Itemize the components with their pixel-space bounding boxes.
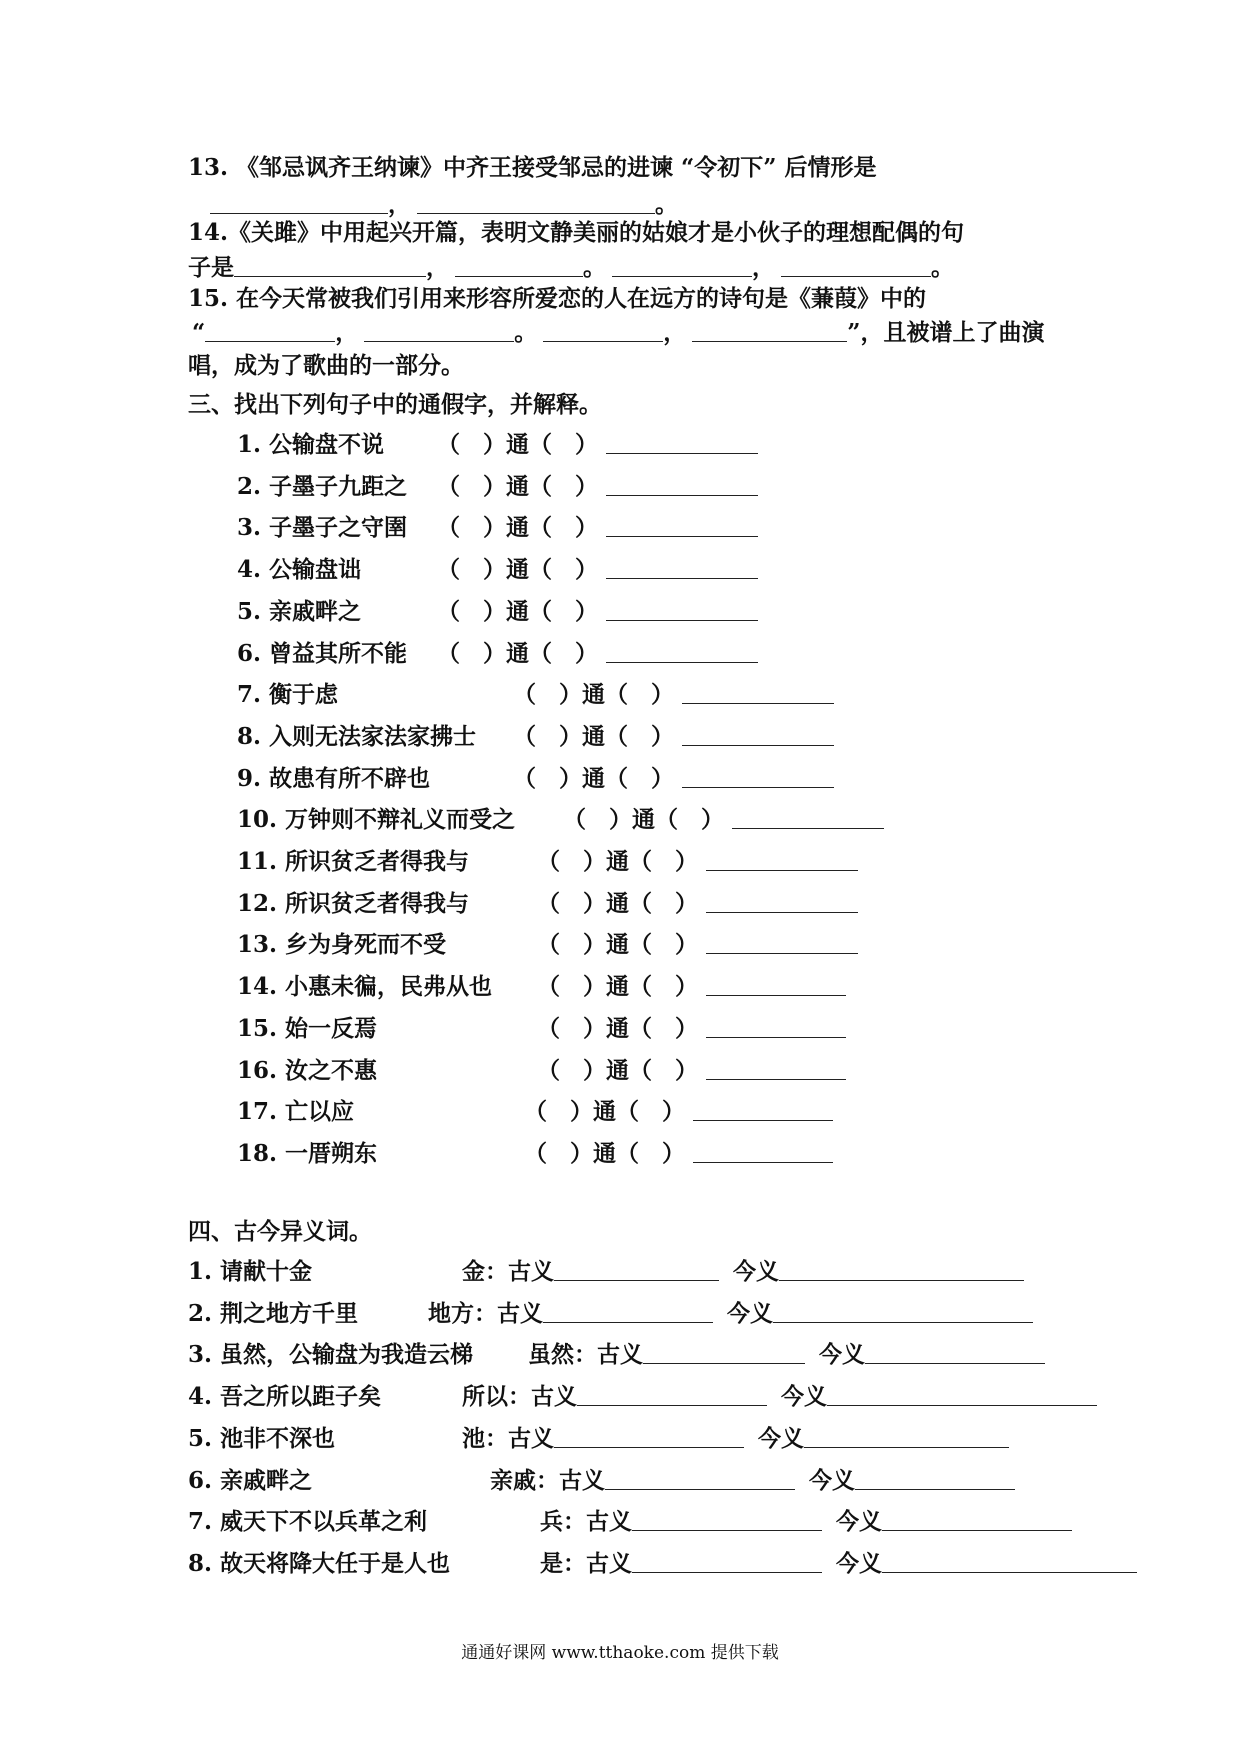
item-number: 5. — [188, 1424, 221, 1452]
target-word: 所以： — [462, 1383, 531, 1411]
item-sentence: 故患有所不辟也 — [269, 764, 431, 792]
jin-label: 今义 — [809, 1466, 855, 1494]
tong-label: 通 — [593, 1098, 616, 1126]
question-14-text: 14.《关雎》中用起兴开篇，表明文静美丽的姑娘才是小伙子的理想配偶的句 — [188, 219, 965, 246]
ancient-meaning-blank[interactable] — [577, 1383, 767, 1406]
item-number: 2. — [237, 472, 270, 500]
original-char-paren[interactable]: （ ） — [537, 848, 606, 875]
explanation-blank[interactable] — [606, 473, 758, 496]
question-13-text: 13. 《邹忌讽齐王纳谏》中齐王接受邹忌的进谏 “令初下” 后情形是 — [188, 154, 877, 181]
explanation-blank[interactable] — [606, 556, 758, 579]
question-13 — [188, 153, 877, 183]
question-14 — [188, 218, 964, 248]
item-number: 5. — [237, 597, 270, 625]
item-number: 14. — [237, 973, 286, 1001]
item-number: 17. — [237, 1098, 286, 1126]
gujin-answer-group — [462, 1424, 1009, 1454]
target-word: 兵： — [540, 1508, 586, 1536]
target-char-paren[interactable]: （ ） — [605, 764, 674, 792]
original-char-paren[interactable]: （ ） — [513, 722, 582, 750]
item-number: 18. — [237, 1139, 286, 1167]
target-char-paren[interactable]: （ ） — [529, 597, 598, 625]
original-char-paren[interactable]: （ ） — [537, 973, 606, 1001]
target-char-paren[interactable]: （ ） — [629, 889, 698, 917]
tongjia-answer-group — [437, 472, 758, 502]
gujin-item — [188, 1549, 1188, 1579]
item-sentence: 荆之地方千里 — [220, 1299, 359, 1327]
answer-blank[interactable] — [417, 191, 655, 214]
original-char-paren[interactable]: （ ） — [537, 1014, 606, 1042]
item-sentence: 威天下不以兵革之利 — [220, 1508, 428, 1536]
tongjia-answer-group — [537, 1014, 846, 1044]
explanation-blank[interactable] — [732, 806, 884, 829]
tongjia-item — [237, 513, 1137, 543]
tong-label: 通 — [593, 1139, 616, 1167]
tongjia-answer-group — [437, 639, 758, 669]
tongjia-item — [237, 805, 1137, 835]
item-number: 7. — [237, 681, 270, 709]
question-15-text: 15. 在今天常被我们引用来形容所爱恋的人在远方的诗句是《蒹葭》中的 — [188, 285, 927, 312]
question-14-prefix: 子是 — [188, 254, 234, 281]
gu-label: 古义 — [508, 1424, 554, 1452]
modern-meaning-blank[interactable] — [865, 1341, 1045, 1364]
item-number: 2. — [188, 1299, 221, 1327]
item-sentence: 公输盘不说 — [269, 431, 385, 458]
tongjia-item — [237, 722, 1137, 752]
tongjia-answer-group — [563, 805, 884, 835]
original-char-paren[interactable]: （ ） — [537, 931, 606, 959]
tongjia-answer-group — [513, 764, 834, 794]
item-sentence: 子墨子之守圉 — [269, 514, 408, 542]
answer-blank[interactable] — [543, 319, 663, 342]
gu-label: 古义 — [586, 1549, 632, 1577]
tong-label: 通 — [506, 431, 529, 458]
ancient-meaning-blank[interactable] — [605, 1467, 795, 1490]
tongjia-answer-group — [537, 847, 858, 877]
tongjia-item — [237, 930, 1137, 960]
item-number: 11. — [237, 848, 286, 875]
tong-label: 通 — [506, 556, 529, 584]
target-char-paren[interactable]: （ ） — [529, 556, 598, 584]
answer-blank[interactable] — [612, 254, 752, 277]
item-sentence: 衡于虑 — [269, 681, 339, 709]
item-sentence: 汝之不惠 — [285, 1056, 378, 1084]
tong-label: 通 — [606, 1014, 629, 1042]
item-sentence: 虽然，公输盘为我造云梯 — [220, 1341, 474, 1369]
item-number: 15. — [237, 1014, 286, 1042]
explanation-blank[interactable] — [706, 931, 858, 954]
question-15 — [188, 284, 926, 314]
item-number: 1. — [237, 431, 270, 458]
explanation-blank[interactable] — [693, 1098, 833, 1121]
item-number: 13. — [237, 931, 286, 959]
answer-blank[interactable] — [210, 191, 388, 214]
explanation-blank[interactable] — [606, 431, 758, 454]
item-sentence: 亡以应 — [285, 1098, 355, 1126]
modern-meaning-blank[interactable] — [882, 1508, 1072, 1531]
tongjia-item — [237, 555, 1137, 585]
tong-label: 通 — [606, 889, 629, 917]
explanation-blank[interactable] — [693, 1140, 833, 1163]
question-13-answer-line: ， 。 — [210, 190, 678, 220]
item-sentence: 乡为身死而不受 — [285, 931, 447, 959]
target-char-paren[interactable]: （ ） — [529, 639, 598, 667]
item-number: 6. — [237, 639, 270, 667]
target-char-paren[interactable]: （ ） — [605, 681, 674, 709]
target-char-paren[interactable]: （ ） — [629, 848, 698, 875]
item-number: 9. — [237, 764, 270, 792]
explanation-blank[interactable] — [706, 1057, 846, 1080]
target-word: 亲戚： — [490, 1466, 559, 1494]
answer-blank[interactable] — [364, 319, 514, 342]
item-number: 3. — [237, 514, 270, 542]
original-char-paren[interactable]: （ ） — [437, 431, 506, 458]
explanation-blank[interactable] — [606, 640, 758, 663]
original-char-paren[interactable]: （ ） — [537, 1056, 606, 1084]
target-char-paren[interactable]: （ ） — [629, 1056, 698, 1084]
explanation-blank[interactable] — [706, 848, 858, 871]
tongjia-answer-group — [537, 930, 858, 960]
item-sentence: 所识贫乏者得我与 — [285, 889, 470, 917]
explanation-blank[interactable] — [606, 514, 758, 537]
item-number: 12. — [237, 889, 286, 917]
gujin-item — [188, 1299, 1188, 1329]
target-char-paren[interactable]: （ ） — [655, 806, 724, 834]
gujin-answer-group — [490, 1466, 1015, 1496]
item-number: 4. — [188, 1383, 221, 1411]
ancient-meaning-blank[interactable] — [554, 1258, 719, 1281]
target-word: 池： — [462, 1424, 508, 1452]
original-char-paren[interactable]: （ ） — [437, 639, 506, 667]
gujin-item — [188, 1466, 1188, 1496]
tong-label: 通 — [606, 1056, 629, 1084]
target-word: 是： — [540, 1549, 586, 1577]
question-15-line3 — [188, 351, 464, 381]
ancient-meaning-blank[interactable] — [554, 1425, 744, 1448]
answer-blank[interactable] — [781, 254, 931, 277]
question-14-answer-line: 子是 ， 。 ， 。 — [188, 254, 954, 281]
original-char-paren[interactable]: （ ） — [524, 1098, 593, 1126]
tongjia-answer-group — [437, 597, 758, 627]
target-char-paren[interactable]: （ ） — [529, 431, 598, 458]
original-char-paren[interactable]: （ ） — [437, 597, 506, 625]
tongjia-item — [237, 639, 1137, 669]
tongjia-item — [237, 847, 1137, 877]
item-sentence: 吾之所以距子矣 — [220, 1383, 382, 1411]
original-char-paren[interactable]: （ ） — [513, 681, 582, 709]
explanation-blank[interactable] — [706, 1015, 846, 1038]
answer-blank[interactable] — [455, 254, 583, 277]
tong-label: 通 — [582, 764, 605, 792]
target-word: 金： — [462, 1258, 508, 1285]
modern-meaning-blank[interactable] — [882, 1550, 1137, 1573]
item-sentence: 亲戚畔之 — [269, 597, 362, 625]
jin-label: 今义 — [758, 1424, 804, 1452]
tongjia-item — [237, 680, 1137, 710]
target-char-paren[interactable]: （ ） — [616, 1139, 685, 1167]
item-number: 4. — [237, 556, 270, 584]
gu-label: 古义 — [531, 1383, 577, 1411]
original-char-paren[interactable]: （ ） — [537, 889, 606, 917]
gujin-answer-group — [462, 1382, 1097, 1412]
item-sentence: 小惠未徧，民弗从也 — [285, 973, 493, 1001]
gujin-item — [188, 1340, 1188, 1370]
target-word: 地方： — [428, 1299, 497, 1327]
item-sentence: 请献十金 — [220, 1258, 313, 1285]
tong-label: 通 — [606, 973, 629, 1001]
original-char-paren[interactable]: （ ） — [524, 1139, 593, 1167]
item-sentence: 亲戚畔之 — [220, 1466, 313, 1494]
jin-label: 今义 — [727, 1299, 773, 1327]
answer-blank[interactable] — [692, 319, 847, 342]
gujin-answer-group — [462, 1257, 1024, 1287]
tongjia-answer-group — [513, 722, 834, 752]
modern-meaning-blank[interactable] — [779, 1258, 1024, 1281]
original-char-paren[interactable]: （ ） — [437, 556, 506, 584]
question-15-answer-line: “ ， 。 ， ”，且被谱上了曲演 — [192, 319, 1045, 346]
tongjia-answer-group — [437, 430, 758, 460]
gu-label: 古义 — [597, 1341, 643, 1369]
tong-label: 通 — [506, 597, 529, 625]
section4-heading — [188, 1217, 372, 1247]
tong-label: 通 — [506, 514, 529, 542]
item-number: 16. — [237, 1056, 286, 1084]
ancient-meaning-blank[interactable] — [632, 1550, 822, 1573]
item-sentence: 一厝朔东 — [285, 1139, 378, 1167]
explanation-blank[interactable] — [682, 681, 834, 704]
ancient-meaning-blank[interactable] — [643, 1341, 805, 1364]
target-char-paren[interactable]: （ ） — [629, 931, 698, 959]
gujin-item — [188, 1507, 1188, 1537]
gu-label: 古义 — [508, 1258, 554, 1285]
item-number: 6. — [188, 1466, 221, 1494]
item-sentence: 始一反焉 — [285, 1014, 378, 1042]
explanation-blank[interactable] — [706, 973, 846, 996]
tongjia-item — [237, 597, 1137, 627]
tongjia-answer-group — [437, 513, 758, 543]
tongjia-answer-group — [513, 680, 834, 710]
item-number: 8. — [237, 722, 270, 750]
target-char-paren[interactable]: （ ） — [605, 722, 674, 750]
ancient-meaning-blank[interactable] — [632, 1508, 822, 1531]
tongjia-item — [237, 430, 1137, 460]
jin-label: 今义 — [836, 1508, 882, 1536]
section4-heading-text: 四、古今异义词。 — [188, 1218, 372, 1245]
tongjia-item — [237, 764, 1137, 794]
gujin-item — [188, 1382, 1188, 1412]
tongjia-item — [237, 1139, 1137, 1169]
gu-label: 古义 — [559, 1466, 605, 1494]
item-sentence: 池非不深也 — [220, 1424, 336, 1452]
tong-label: 通 — [606, 931, 629, 959]
item-sentence: 公输盘诎 — [269, 556, 362, 584]
section3-heading-text: 三、找出下列句子中的通假字，并解释。 — [188, 391, 602, 418]
item-sentence: 万钟则不辩礼义而受之 — [285, 806, 516, 834]
tongjia-item — [237, 1056, 1137, 1086]
jin-label: 今义 — [819, 1341, 865, 1369]
gujin-item — [188, 1424, 1188, 1454]
gujin-answer-group — [540, 1507, 1072, 1537]
item-sentence: 所识贫乏者得我与 — [285, 848, 470, 875]
tong-label: 通 — [582, 681, 605, 709]
original-char-paren[interactable]: （ ） — [563, 806, 632, 834]
explanation-blank[interactable] — [706, 890, 858, 913]
tong-label: 通 — [506, 472, 529, 500]
jin-label: 今义 — [733, 1258, 779, 1285]
answer-blank[interactable] — [234, 254, 426, 277]
original-char-paren[interactable]: （ ） — [437, 472, 506, 500]
target-char-paren[interactable]: （ ） — [529, 472, 598, 500]
tong-label: 通 — [632, 806, 655, 834]
answer-blank[interactable] — [205, 319, 335, 342]
modern-meaning-blank[interactable] — [827, 1383, 1097, 1406]
tong-label: 通 — [582, 722, 605, 750]
target-word: 虽然： — [528, 1341, 597, 1369]
jin-label: 今义 — [781, 1383, 827, 1411]
target-char-paren[interactable]: （ ） — [629, 1014, 698, 1042]
item-number: 3. — [188, 1341, 221, 1369]
tong-label: 通 — [506, 639, 529, 667]
tongjia-item — [237, 972, 1137, 1002]
item-number: 7. — [188, 1508, 221, 1536]
gu-label: 古义 — [497, 1299, 543, 1327]
tongjia-answer-group — [524, 1139, 833, 1169]
tongjia-answer-group — [537, 972, 846, 1002]
original-char-paren[interactable]: （ ） — [437, 514, 506, 542]
explanation-blank[interactable] — [606, 598, 758, 621]
tongjia-item — [237, 889, 1137, 919]
question-15-line3-text: 唱，成为了歌曲的一部分。 — [188, 352, 464, 379]
tong-label: 通 — [606, 848, 629, 875]
item-sentence: 子墨子九距之 — [269, 472, 408, 500]
original-char-paren[interactable]: （ ） — [513, 764, 582, 792]
explanation-blank[interactable] — [682, 765, 834, 788]
tongjia-answer-group — [524, 1097, 833, 1127]
footer: 通通好课网 www.tthaoke.com 提供下载 — [461, 1643, 779, 1663]
tongjia-item — [237, 1014, 1137, 1044]
tongjia-item — [237, 1097, 1137, 1127]
item-sentence: 曾益其所不能 — [269, 639, 408, 667]
question-15-suffix: ”，且被谱上了曲演 — [847, 319, 1045, 346]
item-number: 8. — [188, 1549, 221, 1577]
modern-meaning-blank[interactable] — [773, 1300, 1033, 1323]
tongjia-answer-group — [537, 889, 858, 919]
target-char-paren[interactable]: （ ） — [529, 514, 598, 542]
target-char-paren[interactable]: （ ） — [616, 1098, 685, 1126]
item-sentence: 故天将降大任于是人也 — [220, 1549, 451, 1577]
target-char-paren[interactable]: （ ） — [629, 973, 698, 1001]
modern-meaning-blank[interactable] — [855, 1467, 1015, 1490]
gujin-answer-group — [428, 1299, 1033, 1329]
item-number: 10. — [237, 806, 286, 834]
item-sentence: 入则无法家法家拂士 — [269, 722, 477, 750]
explanation-blank[interactable] — [682, 723, 834, 746]
gujin-answer-group — [540, 1549, 1137, 1579]
modern-meaning-blank[interactable] — [804, 1425, 1009, 1448]
jin-label: 今义 — [836, 1549, 882, 1577]
tongjia-answer-group — [437, 555, 758, 585]
ancient-meaning-blank[interactable] — [543, 1300, 713, 1323]
section3-heading — [188, 390, 602, 420]
gujin-answer-group — [528, 1340, 1045, 1370]
tongjia-answer-group — [537, 1056, 846, 1086]
gu-label: 古义 — [586, 1508, 632, 1536]
item-number: 1. — [188, 1258, 221, 1285]
tongjia-item — [237, 472, 1137, 502]
gujin-item — [188, 1257, 1188, 1287]
